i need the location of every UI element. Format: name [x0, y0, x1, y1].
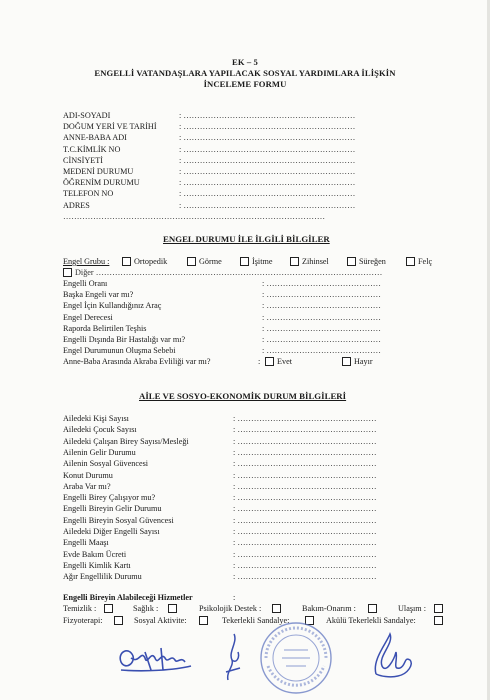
service-bakim: Bakım-Onarım :: [302, 604, 356, 613]
socio-field-label: Ailedeki Çocuk Sayısı: [63, 425, 137, 435]
socio-field-value: : ……………………………………………: [233, 425, 377, 435]
checkbox-sureген[interactable]: [347, 257, 356, 266]
disability-field-label: Engelli Oranı: [63, 279, 108, 288]
services-title: Engelli Bireyin Alabileceği Hizmetler: [63, 593, 193, 602]
signature-3: [368, 630, 418, 682]
form-title-line1: ENGELLİ VATANDAŞLARA YAPILACAK SOSYAL YARDIMLARA İLİŞKİN: [94, 68, 396, 78]
form-title-line2: İNCELEME FORMU: [203, 79, 287, 89]
checkbox-bakim[interactable]: [368, 604, 377, 613]
service-psikolojik: Psikolojik Destek :: [199, 604, 262, 613]
checkbox-gorme[interactable]: [187, 257, 196, 266]
socio-field-label: Engelli Maaşı: [63, 538, 109, 548]
socio-field-label: Engelli Kimlik Kartı: [63, 560, 131, 570]
checkbox-ortopedik[interactable]: [122, 257, 131, 266]
socio-field-label: Ağır Engellilik Durumu: [63, 572, 142, 582]
personal-field-value: : ………………………………………………………: [179, 144, 356, 154]
personal-field-label: MEDENİ DURUMU: [63, 167, 134, 176]
disability-field-value: : ……………………………………: [262, 290, 381, 300]
service-temizlik: Temizlik :: [63, 604, 97, 613]
personal-field-label: CİNSİYETİ: [63, 155, 104, 165]
disability-field-label: Engel İçin Kullandığınız Araç: [63, 301, 162, 311]
checkbox-saglik[interactable]: [168, 604, 177, 613]
socio-field-label: Ailedeki Çalışan Birey Sayısı/Mesleği: [63, 436, 189, 446]
personal-field-value: : ………………………………………………………: [179, 122, 356, 132]
socio-field-value: : ……………………………………………: [233, 549, 377, 559]
service-tekerlekli: Tekerlekli Sandalye:: [222, 616, 290, 625]
socio-field-label: Evde Bakım Ücreti: [63, 549, 127, 559]
personal-field-label: ANNE-BABA ADI: [63, 133, 127, 143]
checkbox-diger[interactable]: [63, 268, 72, 277]
socio-field-value: : ……………………………………………: [233, 459, 377, 469]
socio-field-value: : ……………………………………………: [233, 481, 377, 491]
disability-field-value: : ……………………………………: [262, 335, 381, 344]
personal-field-label: ÖĞRENİM DURUMU: [63, 178, 140, 188]
option-felc: Felç: [418, 257, 433, 266]
socio-field-label: Konut Durumu: [63, 470, 113, 480]
socio-field-value: : ……………………………………………: [233, 572, 377, 582]
option-diger: Diğer ……………………………………………………………………………………………: [75, 268, 383, 277]
socio-field-label: Ailenin Sosyal Güvencesi: [63, 459, 149, 469]
disability-field-value: : ……………………………………: [262, 301, 381, 311]
disability-field-label: Engelli Dışında Bir Hastalığı var mı?: [63, 335, 186, 344]
checkbox-temizlik[interactable]: [104, 604, 113, 613]
disability-field-value: : ……………………………………: [262, 312, 381, 322]
service-ulasim: Ulaşım :: [398, 604, 426, 613]
personal-field-label: DOĞUM YERİ VE TARİHİ: [63, 122, 157, 132]
disability-field-value: : ……………………………………: [262, 279, 381, 288]
socio-field-value: : ……………………………………………: [233, 527, 377, 536]
socio-field-label: Ailedeki Kişi Sayısı: [63, 414, 129, 423]
personal-field-label: T.C.KİMLİK NO: [63, 144, 121, 154]
personal-field-value: : ………………………………………………………: [179, 189, 356, 199]
service-saglik: Sağlık :: [133, 604, 159, 613]
personal-field-label: ADRES: [63, 200, 90, 210]
socio-field-label: Engelli Bireyin Sosyal Güvencesi: [63, 515, 174, 525]
checkbox-zihinsel[interactable]: [290, 257, 299, 266]
checkbox-evet[interactable]: [265, 357, 274, 366]
services-colon: :: [233, 593, 236, 602]
checkbox-sosyal[interactable]: [199, 616, 208, 625]
socio-field-value: : ……………………………………………: [233, 470, 377, 480]
socio-field-label: Ailenin Gelir Durumu: [63, 447, 136, 457]
option-gorme: Görme: [199, 257, 222, 266]
form-code: EK – 5: [232, 57, 258, 67]
checkbox-hayir[interactable]: [342, 357, 351, 366]
checkbox-ulasim[interactable]: [434, 604, 443, 613]
disability-group-label: Engel Grubu :: [63, 257, 110, 266]
disability-field-label: Engel Derecesi: [63, 312, 113, 322]
disability-field-colon: :: [258, 357, 261, 367]
socio-field-value: : ……………………………………………: [233, 493, 377, 503]
signature-1: [115, 640, 197, 678]
option-zihinsel: Zihinsel: [302, 257, 329, 266]
socio-field-label: Ailedeki Diğer Engelli Sayısı: [63, 527, 160, 536]
checkbox-fizyoterapi[interactable]: [114, 616, 123, 625]
address-line: ……………………………………………………………………………………: [63, 212, 325, 221]
checkbox-akulu[interactable]: [434, 616, 443, 625]
personal-field-label: ADI-SOYADI: [63, 111, 111, 120]
signature-2: [222, 632, 246, 684]
disability-field-label: Anne-Baba Arasında Akraba Evliliği var mı?: [63, 357, 211, 367]
disability-field-value: : ……………………………………: [262, 346, 381, 356]
socio-field-value: : ……………………………………………: [233, 414, 377, 423]
service-fizyoterapi: Fizyoterapi:: [63, 616, 103, 625]
disability-field-label: Engel Durumunun Oluşma Sebebi: [63, 346, 176, 356]
socio-field-value: : ……………………………………………: [233, 504, 377, 514]
personal-field-value: : ………………………………………………………: [179, 167, 356, 176]
official-stamp: [252, 620, 340, 696]
option-suregen: Süreğen: [359, 257, 386, 266]
personal-field-label: TELEFON NO: [63, 189, 114, 199]
socio-field-label: Engelli Birey Çalışıyor mu?: [63, 493, 156, 503]
disability-section-title: ENGEL DURUMU İLE İLGİLİ BİLGİLER: [163, 234, 330, 244]
socio-field-value: : ……………………………………………: [233, 447, 377, 457]
checkbox-felc[interactable]: [406, 257, 415, 266]
socio-field-value: : ……………………………………………: [233, 515, 377, 525]
socio-field-value: : ……………………………………………: [233, 436, 377, 446]
personal-field-value: : ………………………………………………………: [179, 155, 356, 165]
option-evet: Evet: [277, 357, 293, 366]
service-akulu: Akülü Tekerlekli Sandalye:: [326, 616, 416, 625]
socio-field-value: : ……………………………………………: [233, 538, 377, 548]
option-ortopedik: Ortopedik: [134, 257, 168, 266]
checkbox-psikolojik[interactable]: [272, 604, 281, 613]
socio-field-label: Engelli Bireyin Gelir Durumu: [63, 504, 162, 514]
personal-field-value: : ………………………………………………………: [179, 111, 356, 120]
socio-section-title: AİLE VE SOSYO-EKONOMİK DURUM BİLGİLERİ: [139, 391, 347, 401]
disability-field-value: : ……………………………………: [262, 323, 381, 333]
socio-field-label: Araba Var mı?: [63, 481, 111, 491]
option-hayir: Hayır: [354, 357, 373, 366]
service-sosyal: Sosyal Aktivite:: [134, 616, 187, 625]
personal-field-value: : ………………………………………………………: [179, 200, 356, 210]
personal-field-value: : ………………………………………………………: [179, 178, 356, 188]
disability-field-label: Raporda Belirtilen Teşhis: [63, 323, 147, 333]
personal-field-value: : ………………………………………………………: [179, 133, 356, 143]
checkbox-isitme[interactable]: [240, 257, 249, 266]
option-isitme: İşitme: [252, 257, 273, 266]
socio-field-value: : ……………………………………………: [233, 560, 377, 570]
disability-field-label: Başka Engeli var mı?: [63, 290, 134, 300]
